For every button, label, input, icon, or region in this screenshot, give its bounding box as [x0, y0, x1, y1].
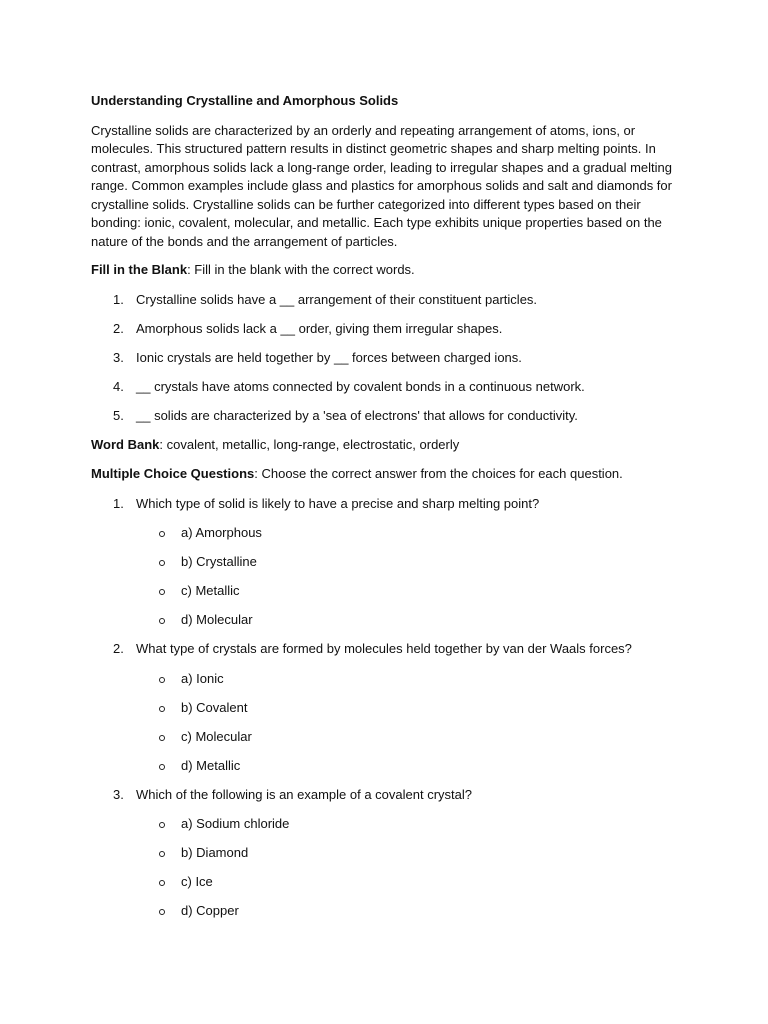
multiple-choice-instruction: : Choose the correct answer from the choices for each question. — [254, 466, 623, 482]
item-number: 4. — [113, 378, 124, 394]
fill-blank-item — [91, 407, 691, 426]
fill-blank-list — [91, 291, 691, 426]
option-text: d) Copper — [181, 903, 239, 919]
multiple-choice-list — [91, 495, 691, 921]
fill-blank-heading — [91, 261, 691, 280]
question-item — [91, 640, 691, 775]
hollow-circle-bullet-icon — [159, 822, 165, 828]
option-text: d) Molecular — [181, 612, 253, 628]
option-text: b) Diamond — [181, 845, 249, 861]
item-text: Crystalline solids have a __ arrangement of their constituent particles. — [136, 291, 538, 307]
question-text: What type of crystals are formed by molecules held together by van der Waals forces? — [136, 641, 632, 657]
fill-blank-item — [91, 349, 691, 368]
option-item — [136, 728, 691, 747]
hollow-circle-bullet-icon — [159, 735, 165, 741]
fill-blank-instruction: : Fill in the blank with the correct words. — [187, 262, 415, 277]
hollow-circle-bullet-icon — [159, 851, 165, 857]
word-bank — [91, 436, 691, 455]
hollow-circle-bullet-icon — [159, 677, 165, 683]
option-item — [136, 873, 691, 892]
document-body — [91, 92, 691, 931]
question-number: 1. — [113, 495, 124, 511]
hollow-circle-bullet-icon — [159, 618, 165, 624]
option-text: b) Crystalline — [181, 554, 257, 570]
item-number: 1. — [113, 291, 124, 307]
question-item — [91, 786, 691, 921]
option-list — [136, 670, 691, 776]
hollow-circle-bullet-icon — [159, 589, 165, 595]
option-list — [136, 524, 691, 630]
hollow-circle-bullet-icon — [159, 880, 165, 886]
option-text: c) Molecular — [181, 728, 252, 744]
option-item — [136, 844, 691, 863]
fill-blank-item — [91, 320, 691, 339]
question-number: 2. — [113, 641, 124, 657]
item-text: Ionic crystals are held together by __ forces between charged ions. — [136, 349, 522, 365]
word-bank-label: Word Bank — [91, 436, 160, 452]
hollow-circle-bullet-icon — [159, 560, 165, 566]
fill-blank-item — [91, 378, 691, 397]
multiple-choice-label: Multiple Choice Questions — [91, 466, 255, 482]
hollow-circle-bullet-icon — [159, 764, 165, 770]
question-text: Which of the following is an example of a covalent crystal? — [136, 786, 473, 802]
option-item — [136, 815, 691, 834]
option-item — [136, 553, 691, 572]
hollow-circle-bullet-icon — [159, 706, 165, 712]
question-item — [91, 495, 691, 630]
fill-blank-item — [91, 291, 691, 310]
option-item — [136, 757, 691, 776]
word-bank-words: : covalent, metallic, long-range, electrostatic, orderly — [159, 436, 460, 452]
option-item — [136, 611, 691, 630]
option-item — [136, 582, 691, 601]
multiple-choice-heading — [91, 465, 691, 484]
hollow-circle-bullet-icon — [159, 531, 165, 537]
option-text: a) Sodium chloride — [181, 816, 290, 831]
intro-paragraph: Crystalline solids are characterized by an orderly and repeating arrangement of atoms, ions, or molecules. This structured pattern results in distinct geometric shapes and sharp melting points. In contrast, amorphous solids lack a long-range order, leading to irregular shapes and a gradual melting range. Common examples include glass and plastics for amorphous solids and salt and diamonds for crystalline solids. Crystalline solids can be further categorized into different types based on their bonding: ionic, covalent, molecular, and metallic. Each type exhibits unique properties based on the nature of the bonds and the arrangement of particles. — [91, 122, 673, 249]
fill-blank-label: Fill in the Blank — [91, 262, 188, 277]
option-item — [136, 902, 691, 921]
hollow-circle-bullet-icon — [159, 909, 165, 915]
option-text: d) Metallic — [181, 757, 241, 773]
item-text: __ crystals have atoms connected by covalent bonds in a continuous network. — [136, 378, 585, 394]
document-title: Understanding Crystalline and Amorphous Solids — [91, 93, 399, 108]
option-item — [136, 524, 691, 543]
option-item — [136, 699, 691, 718]
question-text: Which type of solid is likely to have a precise and sharp melting point? — [136, 495, 540, 511]
option-text: a) Amorphous — [181, 525, 262, 541]
option-item — [136, 670, 691, 689]
item-number: 5. — [113, 407, 124, 423]
question-number: 3. — [113, 786, 124, 802]
item-text: Amorphous solids lack a __ order, giving them irregular shapes. — [136, 320, 503, 336]
item-text: __ solids are characterized by a 'sea of electrons' that allows for conductivity. — [136, 407, 578, 423]
item-number: 3. — [113, 349, 124, 365]
option-text: a) Ionic — [181, 670, 224, 686]
option-text: b) Covalent — [181, 699, 248, 715]
option-text: c) Ice — [181, 874, 213, 890]
item-number: 2. — [113, 320, 124, 336]
option-list — [136, 815, 691, 921]
option-text: c) Metallic — [181, 583, 240, 599]
